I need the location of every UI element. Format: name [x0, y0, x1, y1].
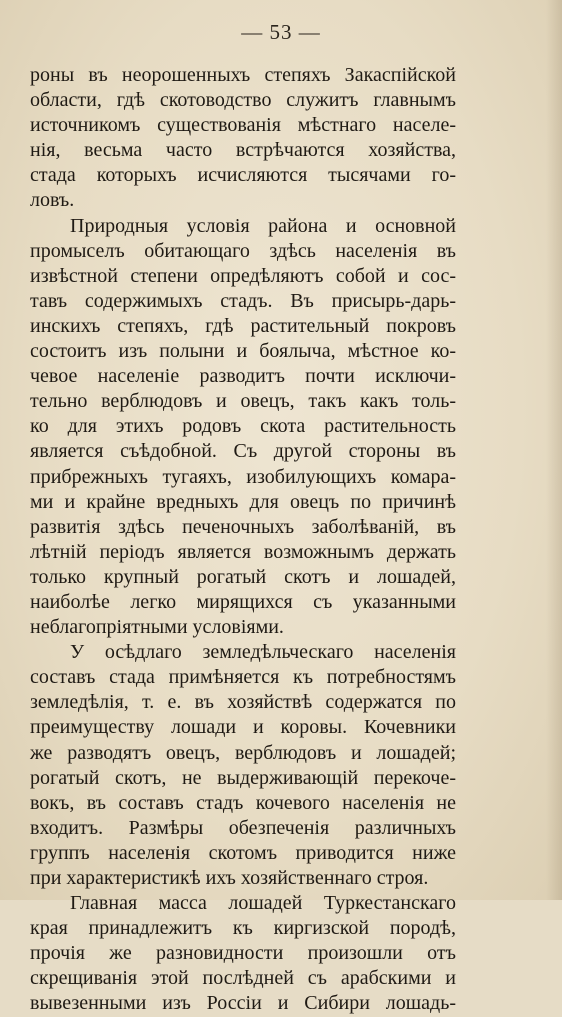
text-line: группъ населенія скотомъ приводится ниже	[30, 841, 456, 864]
text-line: стада которыхъ исчисляются тысячами го-	[30, 164, 456, 187]
text-line: прочія же разновидности произошли отъ	[30, 942, 456, 965]
text-line: извѣстной степени опредѣляютъ собой и сос-	[30, 264, 456, 287]
text-line: роны въ неорошенныхъ степяхъ Закаспійской	[30, 64, 456, 86]
paragraph	[30, 63, 456, 214]
text-line: чевое населеніе разводитъ почти исключи-	[30, 365, 456, 388]
text-line: наиболѣе легко мирящихся съ указанными	[30, 590, 456, 613]
text-line: тельно верблюдовъ и овецъ, такъ какъ толь-	[30, 390, 456, 413]
text-line: составъ стада примѣняется къ потребностямъ	[30, 666, 456, 689]
text-line: вывезенными изъ Россіи и Сибири лошадь-	[30, 992, 456, 1015]
text-line: является съѣдобной. Съ другой стороны въ	[30, 440, 456, 463]
paragraph	[30, 214, 456, 641]
text-line: неблагопріятными условіями.	[30, 616, 284, 639]
paragraph	[30, 891, 456, 1016]
paragraph	[30, 640, 456, 891]
text-line: ми и крайне вредныхъ для овецъ по причинѣ	[30, 490, 456, 513]
page-number: — 53 —	[241, 20, 321, 44]
text-line: источникомъ существованія мѣстнаго населе-	[30, 114, 456, 137]
text-line: же разводятъ овецъ, верблюдовъ и лошадей;	[30, 741, 456, 764]
text-line: преимуществу лошади и коровы. Кочевники	[30, 716, 456, 739]
body-text	[30, 63, 456, 1017]
text-line: скрещиванія этой послѣдней съ арабскими и	[30, 967, 456, 990]
text-line: входитъ. Размѣры обезпеченія различныхъ	[30, 816, 456, 839]
text-line: лѣтній періодъ является возможнымъ держать	[30, 540, 456, 563]
text-line: нія, весьма часто встрѣчаются хозяйства,	[30, 139, 456, 162]
text-line: края принадлежитъ къ киргизской породѣ,	[30, 917, 456, 940]
text-line: ловъ.	[30, 189, 75, 212]
text-line: развитія здѣсь печеночныхъ заболѣваній, въ	[30, 515, 456, 538]
text-line: вокъ, въ составъ стадъ кочевого населенія не	[30, 791, 456, 814]
text-line: инскихъ степяхъ, гдѣ растительный покровъ	[30, 314, 456, 337]
text-line: при характеристикѣ ихъ хозяйственнаго строя.	[30, 867, 429, 889]
text-line: ко для этихъ родовъ скота растительность	[30, 415, 456, 438]
text-line: состоитъ изъ полыни и боялыча, мѣстное ко-	[30, 340, 456, 363]
text-line: Природныя условія района и основной	[70, 214, 456, 237]
text-line: прибрежныхъ тугаяхъ, изобилующихъ комара-	[30, 465, 456, 488]
text-line: тавъ содержимыхъ стадъ. Въ присырь-дарь-	[30, 289, 456, 312]
text-line: Главная масса лошадей Туркестанскаго	[70, 892, 456, 915]
text-line: области, гдѣ скотоводство служитъ главнымъ	[30, 89, 456, 112]
text-line: промыселъ обитающаго здѣсь населенія въ	[30, 239, 456, 262]
page-edge-shadow	[546, 0, 562, 900]
text-line: рогатый скотъ, не выдерживающій перекоче-	[30, 766, 456, 789]
text-line: У осѣдлаго земледѣльческаго населенія	[70, 641, 456, 664]
text-line: только крупный рогатый скотъ и лошадей,	[30, 565, 456, 588]
text-line: земледѣлія, т. е. въ хозяйствѣ содержатся по	[30, 691, 456, 714]
